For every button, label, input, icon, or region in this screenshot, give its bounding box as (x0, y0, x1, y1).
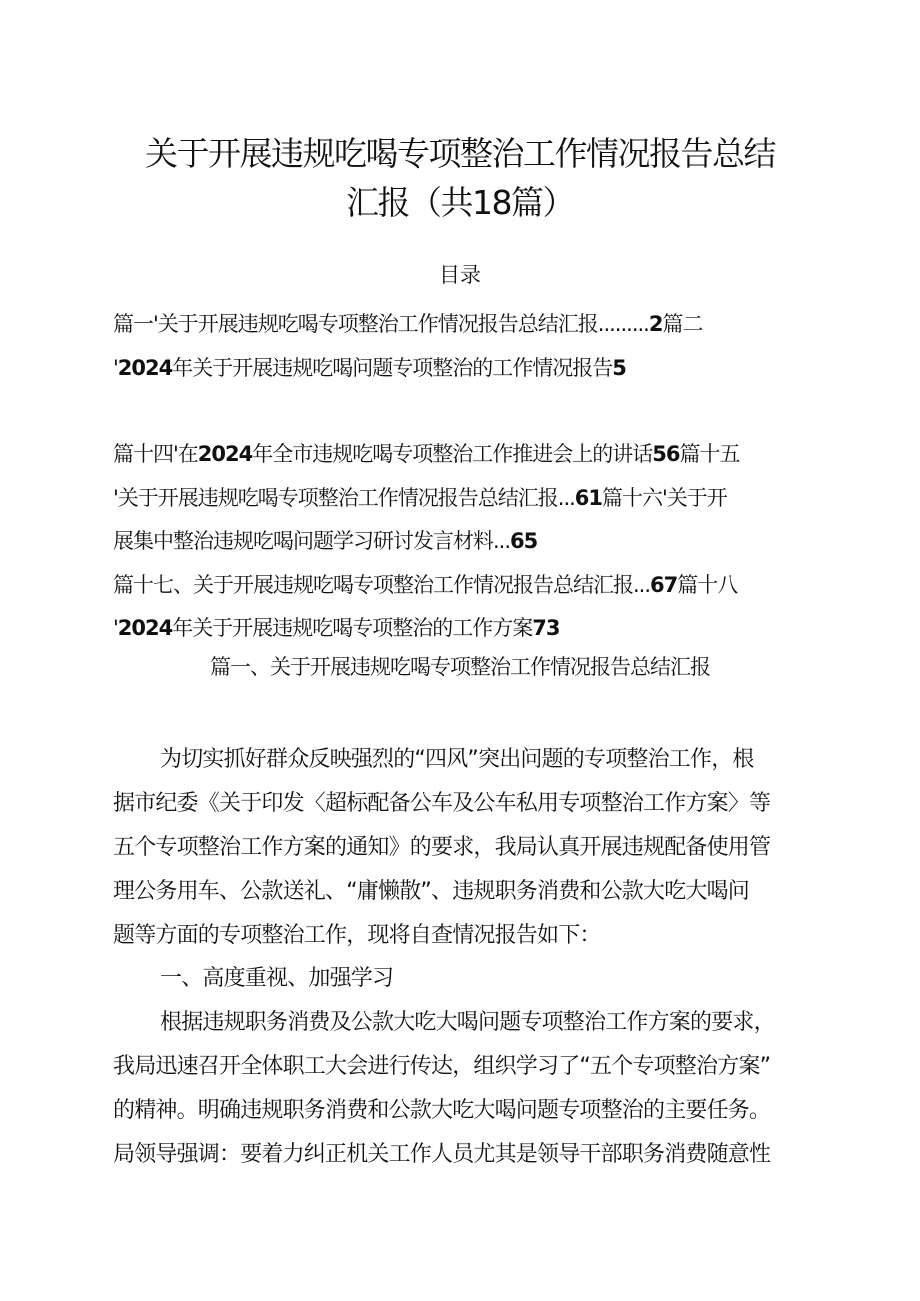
toc-heading: 目录 (439, 263, 481, 287)
toc-line: 展集中整治违规吃喝问题学习研讨发言材料...65 (113, 529, 538, 553)
body-line: 题等方面的专项整治工作，现将自查情况报告如下： (113, 923, 601, 948)
body-line: 局领导强调：要着力纠正机关工作人员尤其是领导干部职务消费随意性 (113, 1142, 771, 1167)
body-line: 的精神。明确违规职务消费和公款大吃大喝问题专项整治的主要任务。 (113, 1098, 771, 1123)
body-line: 五个专项整治工作方案的通知》的要求，我局认真开展违规配备使用管 (113, 835, 771, 860)
document-title-line-1: 关于开展违规吃喝专项整治工作情况报告总结 (145, 134, 775, 173)
body-line: 我局迅速召开全体职工大会进行传达，组织学习了“五个专项整治方案” (113, 1054, 771, 1079)
toc-line: 篇一'关于开展违规吃喝专项整治工作情况报告总结汇报.........2篇二 (113, 312, 703, 336)
document-title-line-2: 汇报（共18篇） (346, 183, 574, 222)
toc-line: '2024年关于开展违规吃喝问题专项整治的工作情况报告5 (113, 356, 626, 380)
toc-line: '2024年关于开展违规吃喝专项整治的工作方案73 (113, 616, 560, 640)
body-subheading: 一、高度重视、加强学习 (160, 966, 394, 991)
toc-line: '关于开展违规吃喝专项整治工作情况报告总结汇报...61篇十六'关于开 (113, 486, 727, 510)
body-line: 理公务用车、公款送礼、“庸懒散”、违规职务消费和公款大吃大喝问 (113, 879, 749, 904)
toc-line: 篇十七、关于开展违规吃喝专项整治工作情况报告总结汇报...67篇十八 (113, 573, 738, 597)
section-heading: 篇一、关于开展违规吃喝专项整治工作情况报告总结汇报 (210, 655, 710, 679)
body-line: 根据违规职务消费及公款大吃大喝问题专项整治工作方案的要求， (160, 1010, 775, 1035)
body-line: 据市纪委《关于印发〈超标配备公车及公车私用专项整治工作方案〉等 (113, 791, 771, 816)
toc-line: 篇十四'在2024年全市违规吃喝专项整治工作推进会上的讲话56篇十五 (113, 442, 740, 466)
body-line: 为切实抓好群众反映强烈的“四风”突出问题的专项整治工作，根 (160, 747, 754, 772)
